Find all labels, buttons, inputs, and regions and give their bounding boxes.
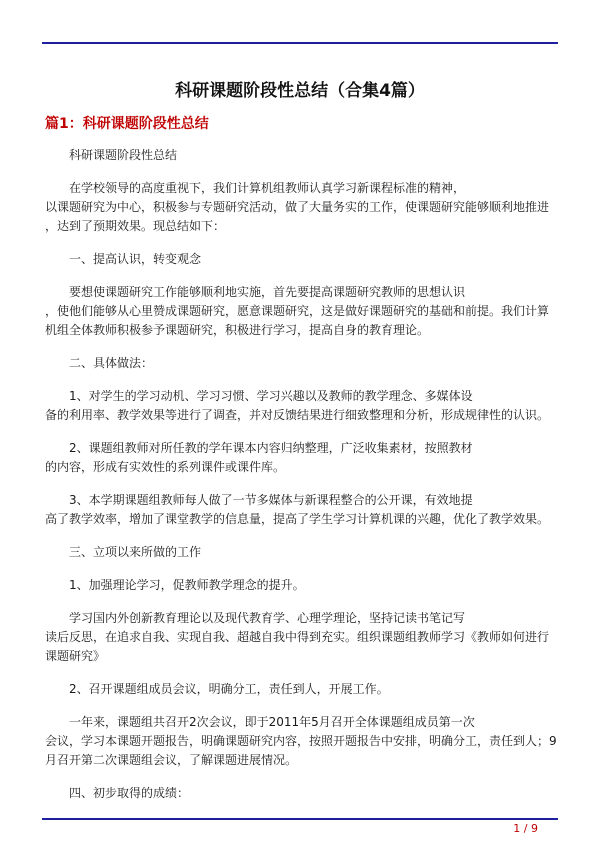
paragraph bbox=[45, 354, 557, 373]
paragraph-line: 科研课题阶段性总结 bbox=[69, 148, 178, 162]
paragraph bbox=[45, 543, 557, 562]
document-body bbox=[45, 146, 557, 817]
paragraph-line: 3、本学期课题组教师每人做了一节多媒体与新课程整合的公开课，有效地提 bbox=[69, 493, 473, 507]
paragraph-line: 会议，学习本课题开题报告，明确课题研究内容，按照开题报告中安排，明确分工，责任到人；9 bbox=[45, 734, 557, 748]
bottom-rule bbox=[42, 818, 558, 820]
paragraph-line: 机组全体教师积极参予课题研究，积极进行学习，提高自身的教育理论。 bbox=[45, 323, 430, 337]
paragraph bbox=[45, 609, 557, 666]
paragraph bbox=[45, 283, 557, 340]
paragraph-line: 1、加强理论学习，促教师教学理念的提升。 bbox=[69, 578, 305, 592]
paragraph bbox=[45, 680, 557, 699]
paragraph-line: 1、对学生的学习动机、学习习惯、学习兴趣以及教师的教学理念、多媒体设 bbox=[69, 389, 473, 403]
paragraph-line: 2、课题组教师对所任教的学年课本内容归纳整理，广泛收集素材，按照教材 bbox=[69, 441, 473, 455]
paragraph-line: 学习国内外创新教育理论以及现代教育学、心理学理论，坚持记读书笔记写 bbox=[69, 611, 466, 625]
paragraph-line: ，使他们能够从心里赞成课题研究，愿意课题研究，这是做好课题研究的基础和前提。我们计算 bbox=[45, 304, 550, 318]
paragraph bbox=[45, 146, 557, 165]
paragraph bbox=[45, 784, 557, 803]
paragraph-line: 要想使课题研究工作能够顺利地实施，首先要提高课题研究教师的思想认识 bbox=[69, 285, 466, 299]
paragraph-line: ，达到了预期效果。现总结如下： bbox=[45, 219, 226, 233]
paragraph-line: 一年来，课题组共召开2次会议，即于2011年5月召开全体课题组成员第一次 bbox=[69, 715, 475, 729]
paragraph-line: 以课题研究为中心，积极参与专题研究活动，做了大量务实的工作，使课题研究能够顺利地推进 bbox=[45, 200, 550, 214]
paragraph-line: 的内容，形成有实效性的系列课件或课件库。 bbox=[45, 460, 286, 474]
paragraph bbox=[45, 576, 557, 595]
paragraph-line: 高了教学效率，增加了课堂教学的信息量，提高了学生学习计算机课的兴趣，优化了教学效果。 bbox=[45, 512, 550, 526]
top-rule bbox=[42, 42, 558, 44]
paragraph bbox=[45, 491, 557, 529]
paragraph bbox=[45, 179, 557, 236]
paragraph-line: 读后反思，在追求自我、实现自我、超越自我中得到充实。组织课题组教师学习《教师如何进行 bbox=[45, 630, 550, 644]
paragraph-line: 二、具体做法： bbox=[69, 356, 154, 370]
paragraph-line: 四、初步取得的成绩： bbox=[69, 786, 190, 800]
page-number: 1 / 9 bbox=[513, 822, 538, 835]
paragraph bbox=[45, 387, 557, 425]
section-heading: 篇1：科研课题阶段性总结 bbox=[45, 116, 209, 132]
paragraph-line: 备的利用率、教学效果等进行了调查，并对反馈结果进行细致整理和分析，形成规律性的认识。 bbox=[45, 408, 550, 422]
paragraph bbox=[45, 713, 557, 770]
document-title: 科研课题阶段性总结（合集4篇） bbox=[175, 81, 425, 101]
paragraph-line: 课题研究》 bbox=[45, 649, 106, 663]
paragraph bbox=[45, 439, 557, 477]
paragraph-line: 月召开第二次课题组会议，了解课题进展情况。 bbox=[45, 753, 298, 767]
paragraph-line: 在学校领导的高度重视下，我们计算机组教师认真学习新课程标准的精神， bbox=[69, 181, 466, 195]
paragraph-line: 2、召开课题组成员会议，明确分工，责任到人，开展工作。 bbox=[69, 682, 389, 696]
paragraph-line: 一、提高认识，转变观念 bbox=[69, 252, 202, 266]
paragraph bbox=[45, 250, 557, 269]
paragraph-line: 三、立项以来所做的工作 bbox=[69, 545, 202, 559]
